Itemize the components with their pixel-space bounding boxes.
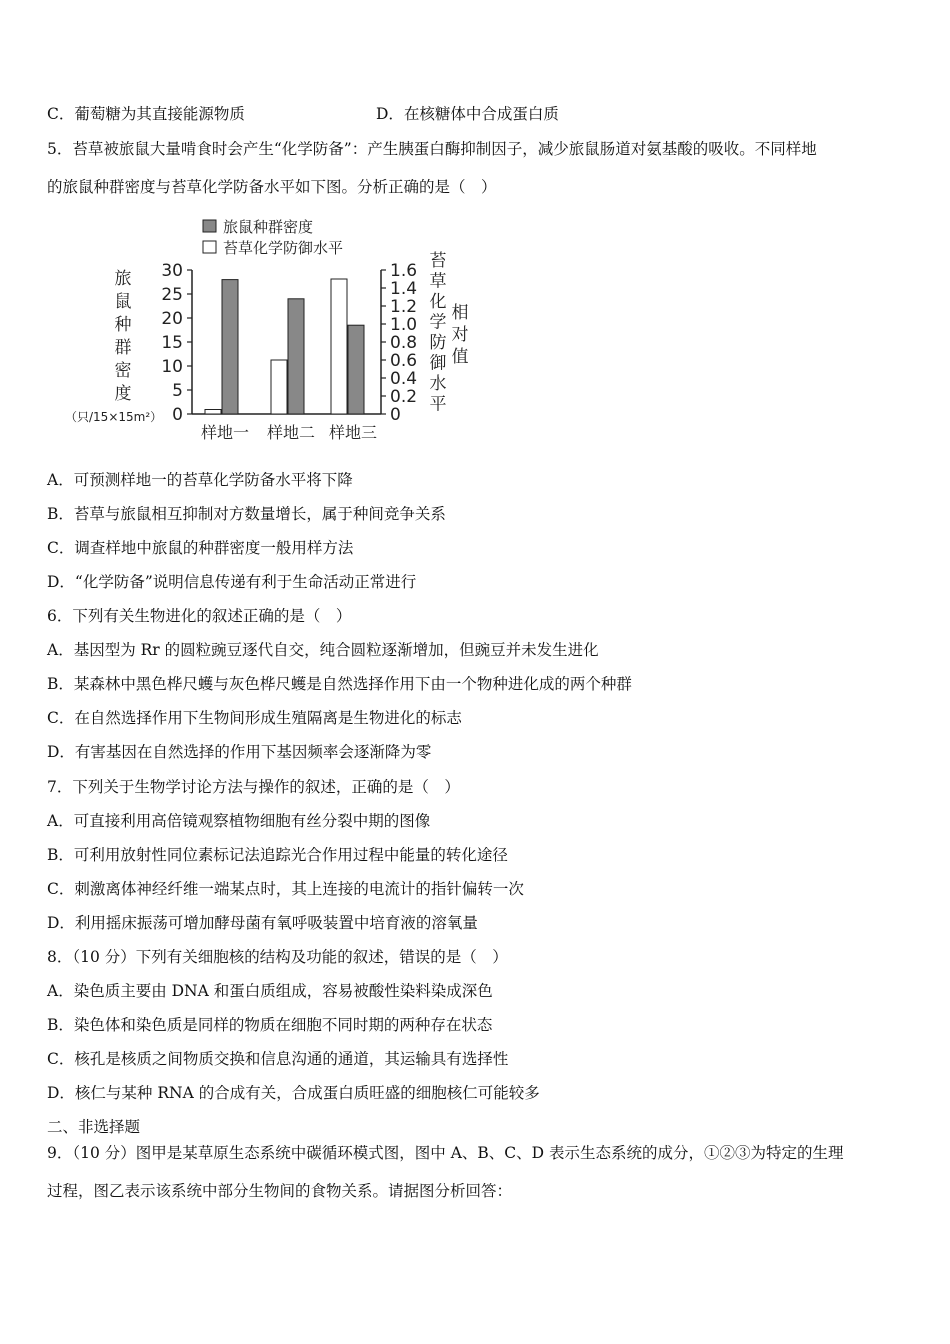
left-tick-label: 15 [161, 333, 183, 353]
vertical-label-char: 化 [429, 292, 447, 312]
q6-stem: 6．下列有关生物进化的叙述正确的是（ ） [47, 607, 352, 625]
vertical-label-char: 群 [114, 338, 132, 358]
vertical-label-char: 相 [451, 303, 469, 323]
q7-option-c: C．刺激离体神经纤维一端某点时，其上连接的电流计的指针偏转一次 [47, 880, 524, 898]
q6-option-d: D．有害基因在自然选择的作用下基因频率会逐渐降为零 [47, 743, 432, 761]
q6-option-b: B．某森林中黑色桦尺蠖与灰色桦尺蠖是自然选择作用下由一个物种进化成的两个种群 [47, 675, 632, 693]
vertical-label-char: 学 [429, 312, 447, 333]
q4-option-d-text: D．在核糖体中合成蛋白质 [376, 105, 559, 123]
right-tick-label: 0.2 [390, 387, 418, 407]
q5-option-d: D．“化学防备”说明信息传递有利于生命活动正常进行 [47, 573, 417, 591]
legend-swatch-density [203, 220, 216, 232]
bar-defense [205, 410, 221, 415]
vertical-label-char: 水 [429, 374, 447, 394]
left-ticks [161, 261, 192, 425]
vertical-label-char: 鼠 [114, 292, 132, 312]
q9-stem-line-2: 过程，图乙表示该系统中部分生物间的食物关系。请据图分析回答： [47, 1182, 513, 1200]
vertical-label-char: 防 [429, 333, 447, 353]
bar-defense [271, 360, 287, 414]
x-category-label: 样地三 [328, 423, 378, 440]
left-axis-unit: （只/15×15m²） [65, 410, 163, 424]
left-tick-label: 20 [161, 309, 183, 329]
q4-option-c [47, 102, 245, 124]
right-axis-label-2 [452, 303, 469, 367]
q6-option-a: A．基因型为 Rr 的圆粒豌豆逐代自交，纯合圆粒逐渐增加，但豌豆并未发生进化 [47, 641, 599, 659]
q7-option-d: D．利用摇床振荡可增加酵母菌有氧呼吸装置中培育液的溶氧量 [47, 914, 478, 932]
vertical-label-char: 旅 [114, 269, 132, 289]
x-category-label: 样地二 [266, 423, 316, 440]
vertical-label-char: 对 [451, 325, 469, 345]
bars [205, 279, 364, 414]
right-tick-label: 0.8 [390, 333, 418, 353]
left-tick-label: 25 [161, 285, 183, 305]
right-tick-label: 1.4 [390, 279, 418, 299]
q8-option-c: C．核孔是核质之间物质交换和信息沟通的通道，其运输具有选择性 [47, 1050, 509, 1068]
bar-density [348, 325, 364, 414]
q4-option-c-text: C．葡萄糖为其直接能源物质 [47, 105, 245, 123]
left-tick-label: 0 [172, 405, 183, 425]
bar-density [288, 299, 304, 414]
vertical-label-char: 草 [429, 271, 447, 292]
q5-option-a: A．可预测样地一的苔草化学防备水平将下降 [47, 471, 353, 489]
section-heading: 二、非选择题 [47, 1118, 141, 1136]
right-tick-label: 1.2 [390, 297, 418, 317]
x-categories [201, 423, 377, 440]
left-tick-label: 10 [161, 357, 183, 377]
q5-stem-line-2: 的旅鼠种群密度与苔草化学防备水平如下图。分析正确的是（ ） [47, 178, 497, 196]
q5-bar-chart [55, 208, 485, 440]
right-tick-label: 0 [390, 405, 401, 425]
right-axis-label [430, 251, 447, 415]
legend-label-defense: 苔草化学防御水平 [223, 239, 344, 257]
vertical-label-char: 平 [429, 394, 447, 415]
q5-option-b: B．苔草与旅鼠相互抑制对方数量增长，属于种间竞争关系 [47, 505, 446, 523]
q8-option-a: A．染色质主要由 DNA 和蛋白质组成，容易被酸性染料染成深色 [47, 982, 493, 1000]
left-axis-label [115, 269, 132, 404]
vertical-label-char: 御 [429, 353, 447, 374]
q4-option-d [376, 102, 559, 124]
q6-option-c: C．在自然选择作用下生物间形成生殖隔离是生物进化的标志 [47, 709, 462, 727]
bar-defense [331, 279, 347, 414]
q8-stem: 8．（10 分）下列有关细胞核的结构及功能的叙述，错误的是（ ） [47, 948, 508, 966]
q5-option-c: C．调查样地中旅鼠的种群密度一般用样方法 [47, 539, 354, 557]
left-tick-label: 5 [172, 381, 183, 401]
q7-option-a: A．可直接利用高倍镜观察植物细胞有丝分裂中期的图像 [47, 812, 431, 830]
bar-density [222, 280, 238, 414]
vertical-label-char: 种 [114, 315, 132, 335]
vertical-label-char: 度 [114, 384, 132, 404]
right-tick-label: 0.6 [390, 351, 418, 371]
right-ticks [381, 261, 417, 425]
legend-label-density: 旅鼠种群密度 [223, 218, 314, 236]
vertical-label-char: 苔 [429, 251, 447, 271]
q8-option-b: B．染色体和染色质是同样的物质在细胞不同时期的两种存在状态 [47, 1016, 493, 1034]
right-tick-label: 1.0 [390, 315, 418, 335]
q7-option-b: B．可利用放射性同位素标记法追踪光合作用过程中能量的转化途径 [47, 846, 508, 864]
right-tick-label: 0.4 [390, 369, 418, 389]
left-tick-label: 30 [161, 261, 183, 281]
q5-stem-line-1: 5．苔草被旅鼠大量啃食时会产生“化学防备”：产生胰蛋白酶抑制因子，减少旅鼠肠道对氨基酸的吸收。不同样地 [47, 140, 817, 158]
vertical-label-char: 值 [451, 347, 469, 367]
q7-stem: 7．下列关于生物学讨论方法与操作的叙述，正确的是（ ） [47, 778, 460, 796]
right-tick-label: 1.6 [390, 261, 418, 281]
legend-swatch-defense [203, 241, 216, 253]
q9-stem-line-1: 9．（10 分）图甲是某草原生态系统中碳循环模式图，图中 A、B、C、D 表示生态系统的成分，①②③为特定的生理 [47, 1144, 844, 1162]
q8-option-d: D．核仁与某种 RNA 的合成有关，合成蛋白质旺盛的细胞核仁可能较多 [47, 1084, 540, 1102]
vertical-label-char: 密 [114, 361, 132, 381]
x-category-label: 样地一 [200, 423, 250, 440]
